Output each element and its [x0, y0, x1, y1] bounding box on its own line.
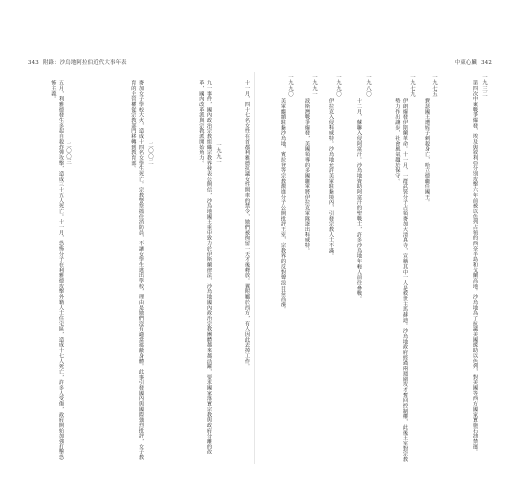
entry-text: 麥加女子學校大火，造成十四名女學生死亡。宗教警察擋住消防員，不讓女學生逃出學校，理由是她們沒有適當遮蔽身體。此事引發國內與國際強烈批評，女子教育的主管權從宗教部門移轉到教育部。 [130, 80, 144, 460]
right-page [266, 60, 492, 464]
right-header [455, 60, 492, 67]
entry-year: 一九九一 [311, 74, 317, 98]
left-page-number: 343 [28, 60, 39, 66]
right-page-number: 342 [481, 60, 492, 66]
entry-year: 一九八〇 [365, 74, 371, 98]
left-header [28, 60, 127, 67]
entry-year: 二〇〇二 [147, 142, 153, 166]
entry-year: 一九九〇 [287, 74, 293, 98]
entry-text: 十二月，蘇聯入侵阿富汗。沙烏地資助阿富汗的聖戰士，許多沙烏地年輕人前往參戰。 [356, 98, 362, 302]
entry-text: 九一事件，國內政治宗教組織宗教界發表公開信，沙烏地國王重申致力於伊斯蘭律法，沙烏地國內政治宗教團體越來越活躍，要求國家落實宗教與政府分離的改革，國內改革派與宗教派開始角力。 [198, 80, 212, 455]
entry-text: 五月，利雅德發生多起自殺炸彈攻擊，造成三十五人死亡。十一月，恐怖分子在利雅德攻擊外籍人士住宅區，造成十七人死亡，許多人受傷，政府開始加強打擊恐怖主義。 [50, 80, 64, 460]
entry-year: 一九七九 [409, 74, 415, 98]
right-running-head: 中東心臟 [454, 60, 478, 66]
entry-text: 第四次中東戰爭爆發，埃及與敘利亞分別攻擊六年前被以色列占領的西奈半島和戈蘭高地。沙烏地為了抗議美國援助以色列，對美國等西方國家實施石油禁運。 [472, 80, 478, 455]
entry-text: 費瑟國王遭姪子刺殺身亡，哈立德繼任國王。 [424, 98, 430, 205]
entry-year: 一九九〇 [335, 74, 341, 98]
entry-year: 一九七五 [431, 74, 437, 98]
left-running-head: 附錄：沙烏地阿拉伯近代大事年表 [42, 60, 127, 66]
entry-text: 伊拉克入侵科威特。沙烏地允許美軍駐紮境內，引發宗教人士不滿。 [328, 98, 334, 259]
entry-year: 二〇〇三 [65, 142, 71, 166]
entry-text: 美軍繼續駐紮沙烏地，賓拉登等宗教激進分子公開批評王室，宗教界的反對聲浪日益高漲。 [280, 98, 286, 312]
entry-text: 波斯灣戰爭爆發，美國領導的多國聯軍將伊拉克軍隊逐出科威特。 [304, 98, 310, 254]
entry-text: 伊朗爆發伊斯蘭革命。十一月，一群武裝分子占領麥加大清真寺，宣稱其中一人是救世主馬赫迪。沙烏地政府經過兩週圍攻才奪回控制權，此後王室對宗教勢力作出讓步，社會風氣趨於保守。 [394, 98, 408, 462]
entry-text: 十一月，四十七名女性在首都利雅德抗議女性開車的禁令，她們被拘留一天才後釋放。翼附屬於西方，有人因此丟掉工作。 [244, 80, 250, 369]
entry-year: 一九九一 [215, 142, 221, 166]
left-page [28, 60, 254, 464]
entry-year: 一九三二 [481, 74, 487, 98]
